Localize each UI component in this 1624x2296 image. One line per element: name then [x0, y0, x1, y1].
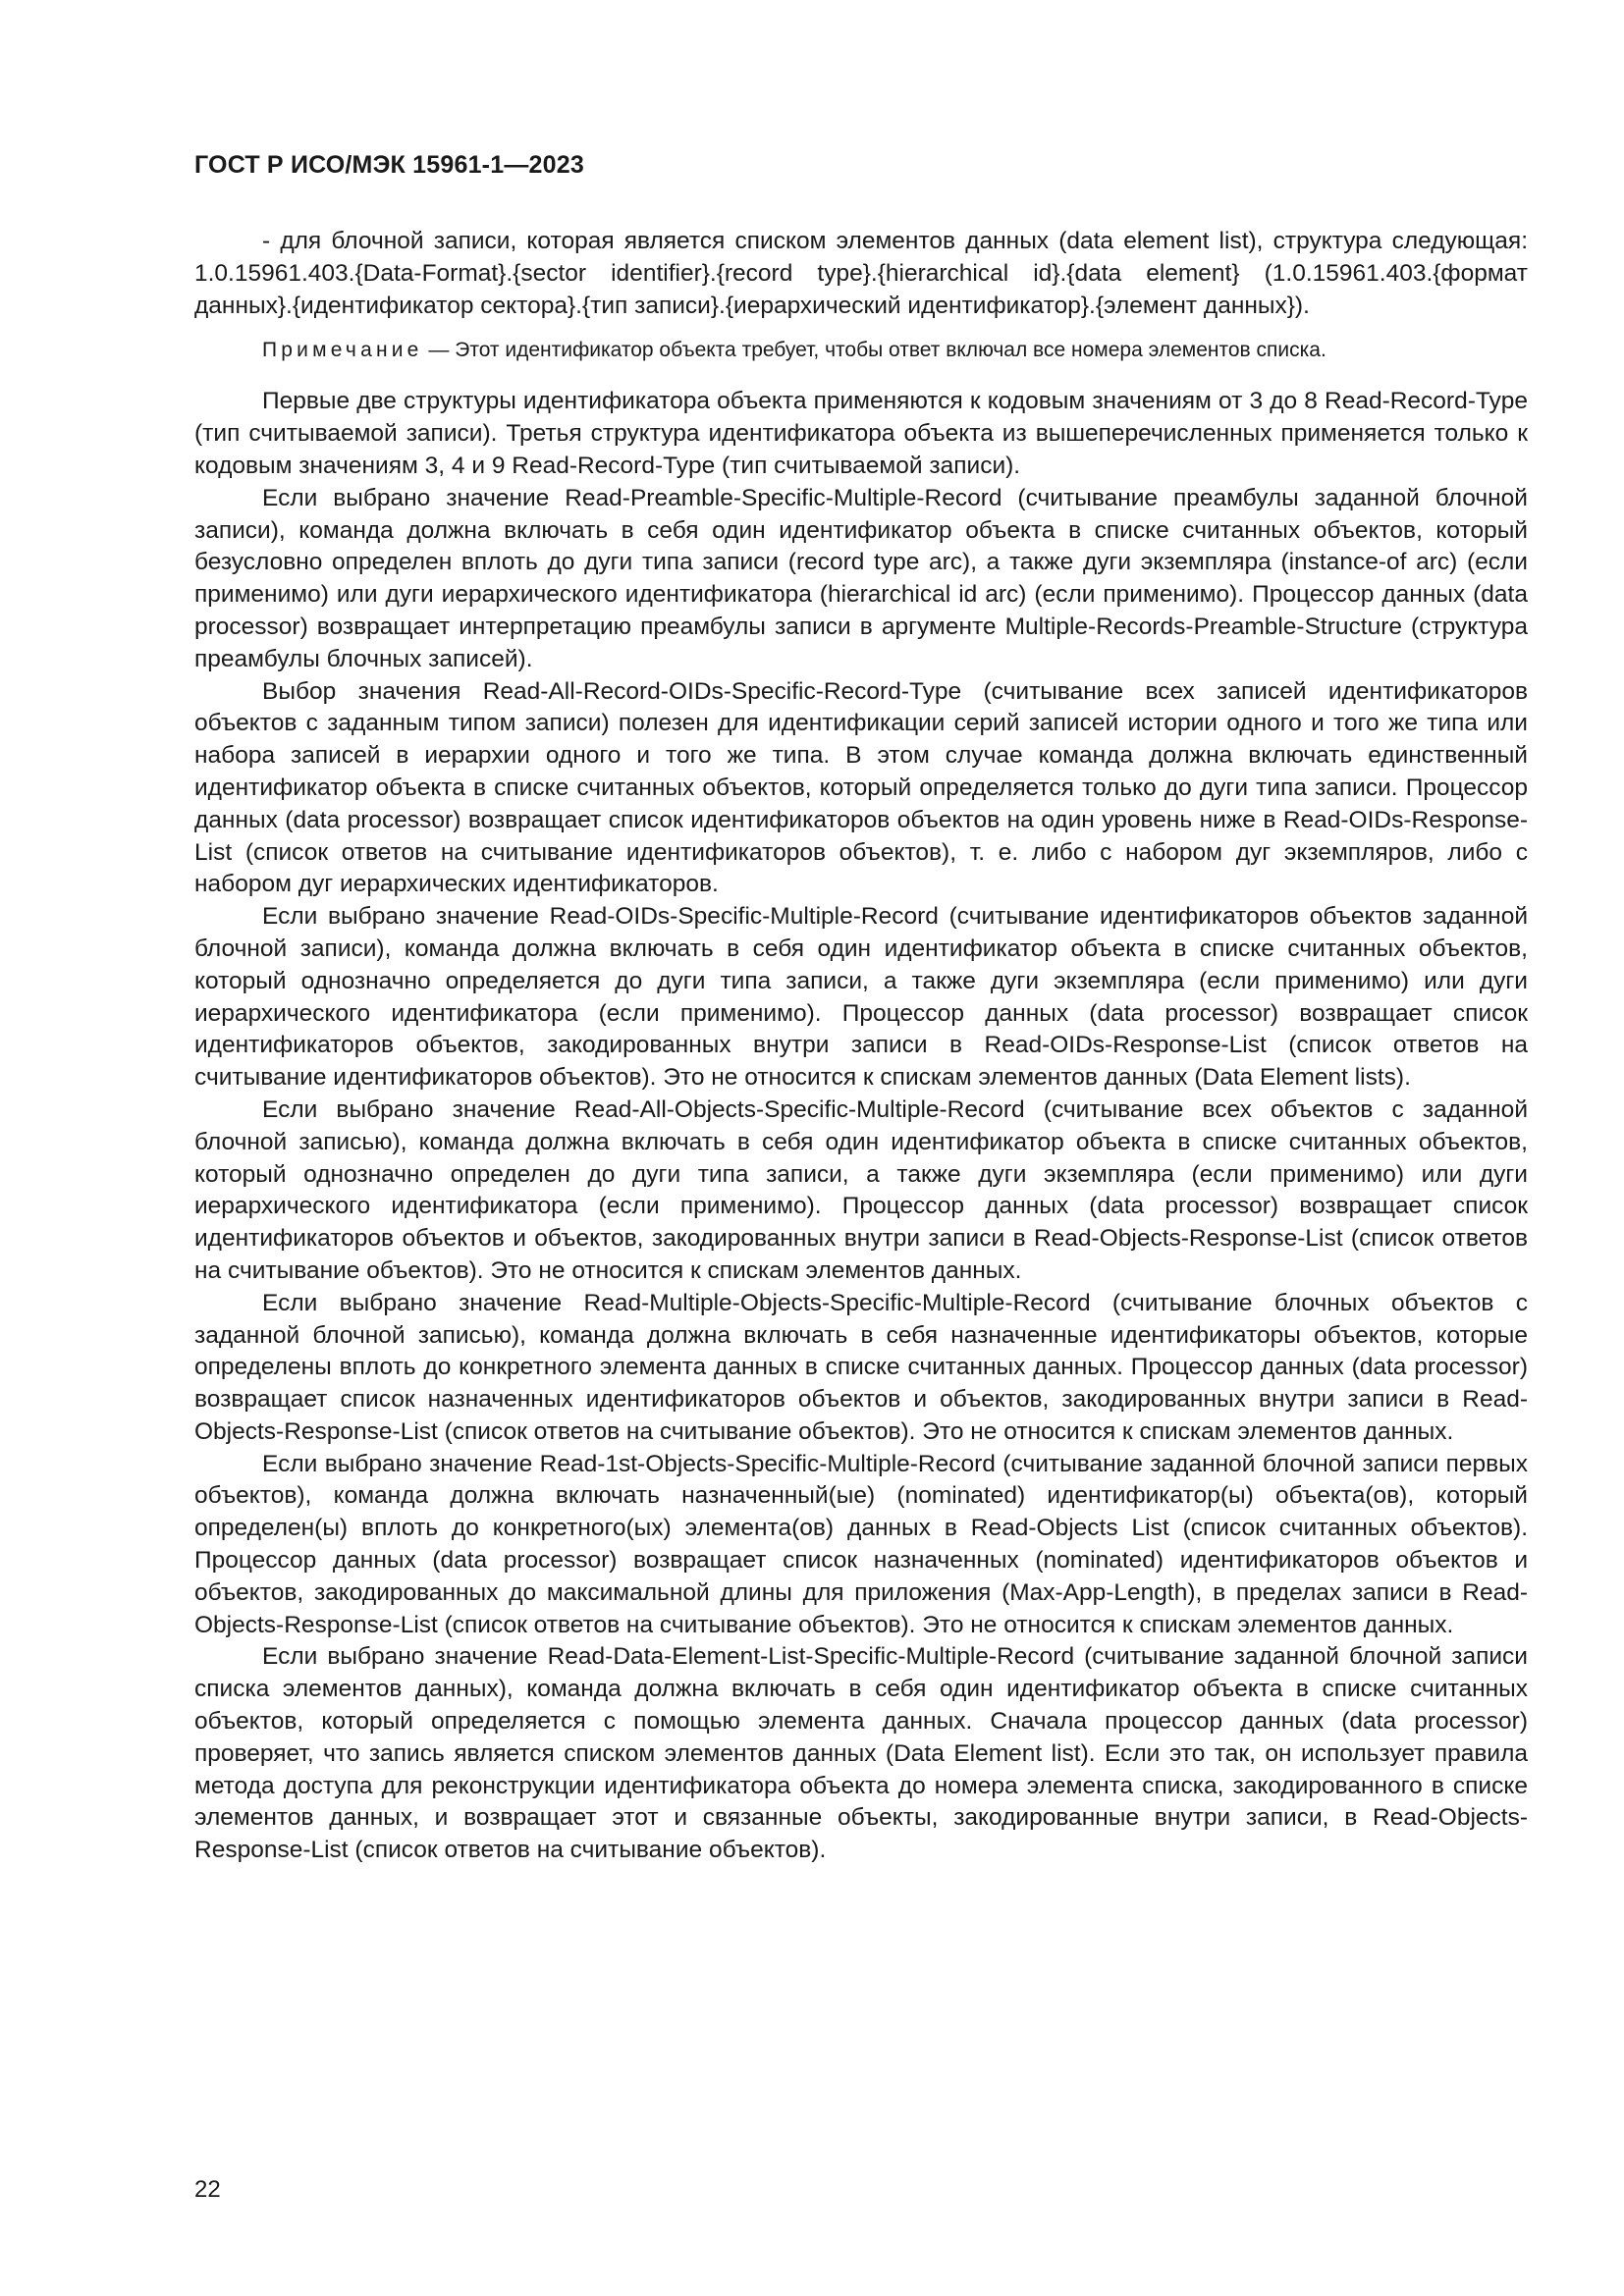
paragraph: Если выбрано значение Read-Data-Element-List-Specific-Multiple-Record (считывание заданной блочной записи списка элементов данных), команда должна включать в себя один идентификатор объекта в списке считанных объектов, который определяется с помощью элемента данных. Сначала процессор данных (data processor) проверяет, что запись является списком элементов данных (Data Element list). Если это так, он использует правила метода доступа для реконструкции идентификатора объекта до номера элемента списка, закодированного в списке элементов данных, и возвращает этот и связанные объекты, закодированные внутри записи, в Read-Objects-Response-List (список ответов на считывание объектов). — [194, 1643, 1528, 1864]
paragraph: Выбор значения Read-All-Record-OIDs-Specific-Record-Type (считывание всех записей идентификаторов объектов с заданным типом записи) полезен для идентификации серий записей истории одного и того же типа или набора записей в иерархии одного и того же типа. В этом случае команда должна включать единственный идентификатор объекта в списке считанных объектов, который определяется только до дуги типа записи. Процессор данных (data processor) возвращает список идентификаторов объектов на один уровень ниже в Read-OIDs-Response-List (список ответов на считывание идентификаторов объектов), т. е. либо с набором дуг экземпляров, либо с набором дуг иерархических идентификаторов. — [194, 677, 1528, 898]
paragraph: Если выбрано значение Read-OIDs-Specific-Multiple-Record (считывание идентификаторов объектов заданной блочной записи), команда должна включать в себя один идентификатор объекта в списке считанных объектов, который однозначно определяется до дуги типа записи, а также дуги экземпляра (если применимо) или дуги иерархического идентификатора (если применимо). Процессор данных (data processor) возвращает список идентификаторов объектов, закодированных внутри записи в Read-OIDs-Response-List (список ответов на считывание идентификаторов объектов). Это не относится к спискам элементов данных (Data Element lists). — [194, 903, 1528, 1092]
paragraph: Первые две структуры идентификатора объекта применяются к кодовым значениям от 3 до 8 Read-Record-Type (тип считываемой записи). Третья структура идентификатора объекта из вышеперечисленных применяется только к кодовым значениям 3, 4 и 9 Read-Record-Type (тип считываемой записи). — [194, 388, 1528, 479]
paragraph: Если выбрано значение Read-1st-Objects-Specific-Multiple-Record (считывание заданной блочной записи первых объектов), команда должна включать назначенный(ые) (nominated) идентификатор(ы) объекта(ов), который определен(ы) вплоть до конкретного(ых) элемента(ов) данных в Read-Objects List (список считанных объектов). Процессор данных (data processor) возвращает список назначенных (nominated) идентификаторов объектов и объектов, закодированных до максимальной длины для приложения (Max-App-Length), в пределах записи в Read-Objects-Response-List (список ответов на считывание объектов). Это не относится к спискам элементов данных. — [194, 1450, 1528, 1638]
note-text: — Этот идентификатор объекта требует, чтобы ответ включал все номера элементов списка. — [422, 339, 1326, 362]
paragraph: Если выбрано значение Read-All-Objects-Specific-Multiple-Record (считывание всех объектов с заданной блочной записью), команда должна включать в себя один идентификатор объекта в списке считанных объектов, который однозначно определен до дуги типа записи, а также дуги экземпляра (если применимо) или дуги иерархического идентификатора (если применимо). Процессор данных (data processor) возвращает список идентификаторов объектов и объектов, закодированных внутри записи в Read-Objects-Response-List (список ответов на считывание объектов). Это не относится к спискам элементов данных. — [194, 1095, 1528, 1284]
paragraph-structure-dataelementlist: - для блочной записи, которая является списком элементов данных (data element list), структура следующая: 1.0.15961.403.{Data-Format}.{sector identifier}.{record type}.{hierarchical id}.{data element} (1.0.15961.403.{формат данных}.{идентификатор сектора}.{тип записи}.{иерархический идентификатор}.{элемент данных}). — [194, 228, 1528, 319]
note — [194, 336, 1528, 365]
note-label: Примечание — [262, 339, 423, 362]
paragraph: Если выбрано значение Read-Preamble-Specific-Multiple-Record (считывание преамбулы заданной блочной записи), команда должна включать в себя один идентификатор объекта в списке считанных объектов, который безусловно определен вплоть до дуги типа записи (record type arc), а также дуги экземпляра (instance-of arc) (если применимо) или дуги иерархического идентификатора (hierarchical id arc) (если применимо). Процессор данных (data processor) возвращает интерпретацию преамбулы записи в аргументе Multiple-Records-Preamble-Structure (структура преамбулы блочных записей). — [194, 484, 1528, 672]
paragraph: Если выбрано значение Read-Multiple-Objects-Specific-Multiple-Record (считывание блочных объектов с заданной блочной записью), команда должна включать в себя назначенные идентификаторы объектов, которые определены вплоть до конкретного элемента данных в списке считанных данных. Процессор данных (data processor) возвращает список назначенных идентификаторов объектов и объектов, закодированных внутри записи в Read-Objects-Response-List (список ответов на считывание объектов). Это не относится к спискам элементов данных. — [194, 1289, 1528, 1445]
page-number: 22 — [194, 2176, 221, 2203]
document-page — [194, 149, 1528, 1867]
document-header: ГОСТ Р ИСО/МЭК 15961-1—2023 — [194, 151, 584, 179]
